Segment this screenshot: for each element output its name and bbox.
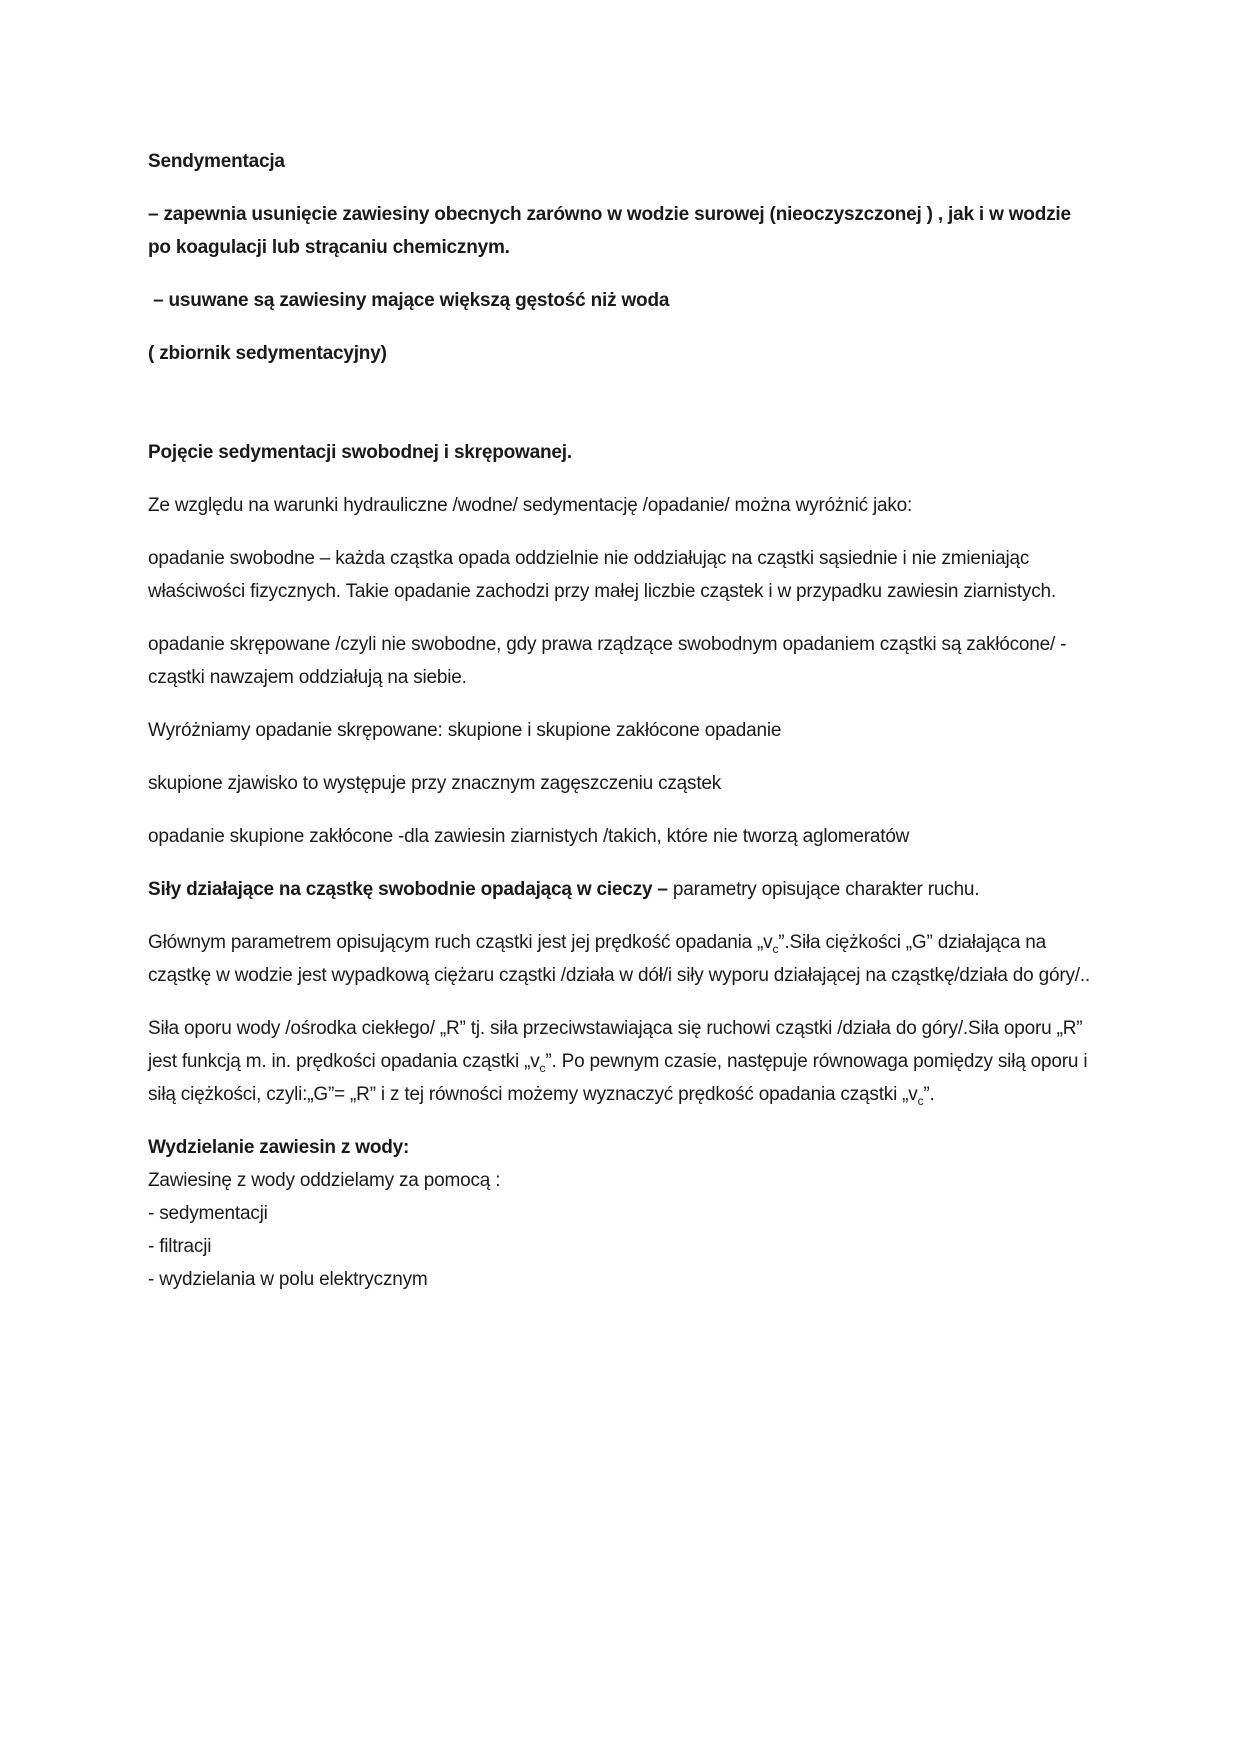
concept-paragraph-1: Ze względu na warunki hydrauliczne /wodne/ sedymentację /opadanie/ można wyróżnić jako:	[148, 495, 913, 516]
forces-p2-subscript-2: c	[917, 1093, 924, 1108]
forces-paragraph-1	[148, 926, 1098, 992]
spacer	[148, 390, 1098, 436]
separation-intro: Zawiesinę z wody oddzielamy za pomocą :	[148, 1170, 501, 1191]
document-page	[148, 145, 1098, 1296]
intro-line-1: – zapewnia usunięcie zawiesiny obecnych zarówno w wodzie surowej (nieoczyszczonej ) , jak i w wodzie po koagulacji lub strącaniu chemicznym.	[148, 204, 1071, 258]
concept-paragraph-6: opadanie skupione zakłócone -dla zawiesin ziarnistych /takich, które nie tworzą aglomeratów	[148, 826, 910, 847]
section-title-separation: Wydzielanie zawiesin z wody:	[148, 1137, 410, 1158]
concept-paragraph-4: Wyróżniamy opadanie skrępowane: skupione i skupione zakłócone opadanie	[148, 720, 782, 741]
forces-p2-subscript-1: c	[539, 1060, 546, 1075]
separation-block	[148, 1131, 1098, 1296]
forces-p1-subscript: c	[772, 941, 779, 956]
forces-heading-bold: Siły działające na cząstkę swobodnie opadającą w cieczy –	[148, 879, 668, 900]
separation-item-electric-field: - wydzielania w polu elektrycznym	[148, 1269, 428, 1290]
forces-p2-text-b: ”. Po pewnym czasie, następuje równowaga pomiędzy siłą oporu i siłą ciężkości, czyli:„G”= „R” i z tej równości możemy wyznaczyć prędkość opadania cząstki „v	[148, 1051, 1088, 1105]
forces-heading-rest: parametry opisujące charakter ruchu.	[667, 879, 980, 900]
forces-p1-text-b: ”.Siła ciężkości „G” działająca na cząstkę w wodzie jest wypadkową ciężaru cząstki /działa w dół/i siły wyporu działającej na cząstkę/działa do góry/..	[148, 932, 1091, 986]
concept-paragraph-3: opadanie skrępowane /czyli nie swobodne, gdy prawa rządzące swobodnym opadaniem cząstki są zakłócone/ - cząstki nawzajem oddziałują na siebie.	[148, 634, 1067, 688]
section-title-sedimentation: Sendymentacja	[148, 151, 285, 172]
intro-line-3: ( zbiornik sedymentacyjny)	[148, 343, 387, 364]
section-title-concept: Pojęcie sedymentacji swobodnej i skrępowanej.	[148, 442, 572, 463]
forces-p2-text-c: ”.	[923, 1084, 935, 1105]
separation-item-sedimentation: - sedymentacji	[148, 1203, 268, 1224]
forces-p2-text-a: Siła oporu wody /ośrodka ciekłego/ „R” tj. siła przeciwstawiająca się ruchowi cząstki /działa do góry/.Siła oporu „R” jest funkcją m. in. prędkości opadania cząstki „v	[148, 1018, 1083, 1072]
concept-paragraph-5: skupione zjawisko to występuje przy znacznym zagęszczeniu cząstek	[148, 773, 722, 794]
separation-item-filtration: - filtracji	[148, 1236, 212, 1257]
forces-heading	[148, 873, 1098, 906]
intro-line-2: – usuwane są zawiesiny mające większą gęstość niż woda	[148, 290, 670, 311]
forces-paragraph-2	[148, 1012, 1098, 1111]
concept-paragraph-2: opadanie swobodne – każda cząstka opada oddzielnie nie oddziałując na cząstki sąsiednie i nie zmieniając właściwości fizycznych. Takie opadanie zachodzi przy małej liczbie cząstek i w przypadku zawiesin ziarnistych.	[148, 548, 1056, 602]
forces-p1-text-a: Głównym parametrem opisującym ruch cząstki jest jej prędkość opadania „v	[148, 932, 773, 953]
